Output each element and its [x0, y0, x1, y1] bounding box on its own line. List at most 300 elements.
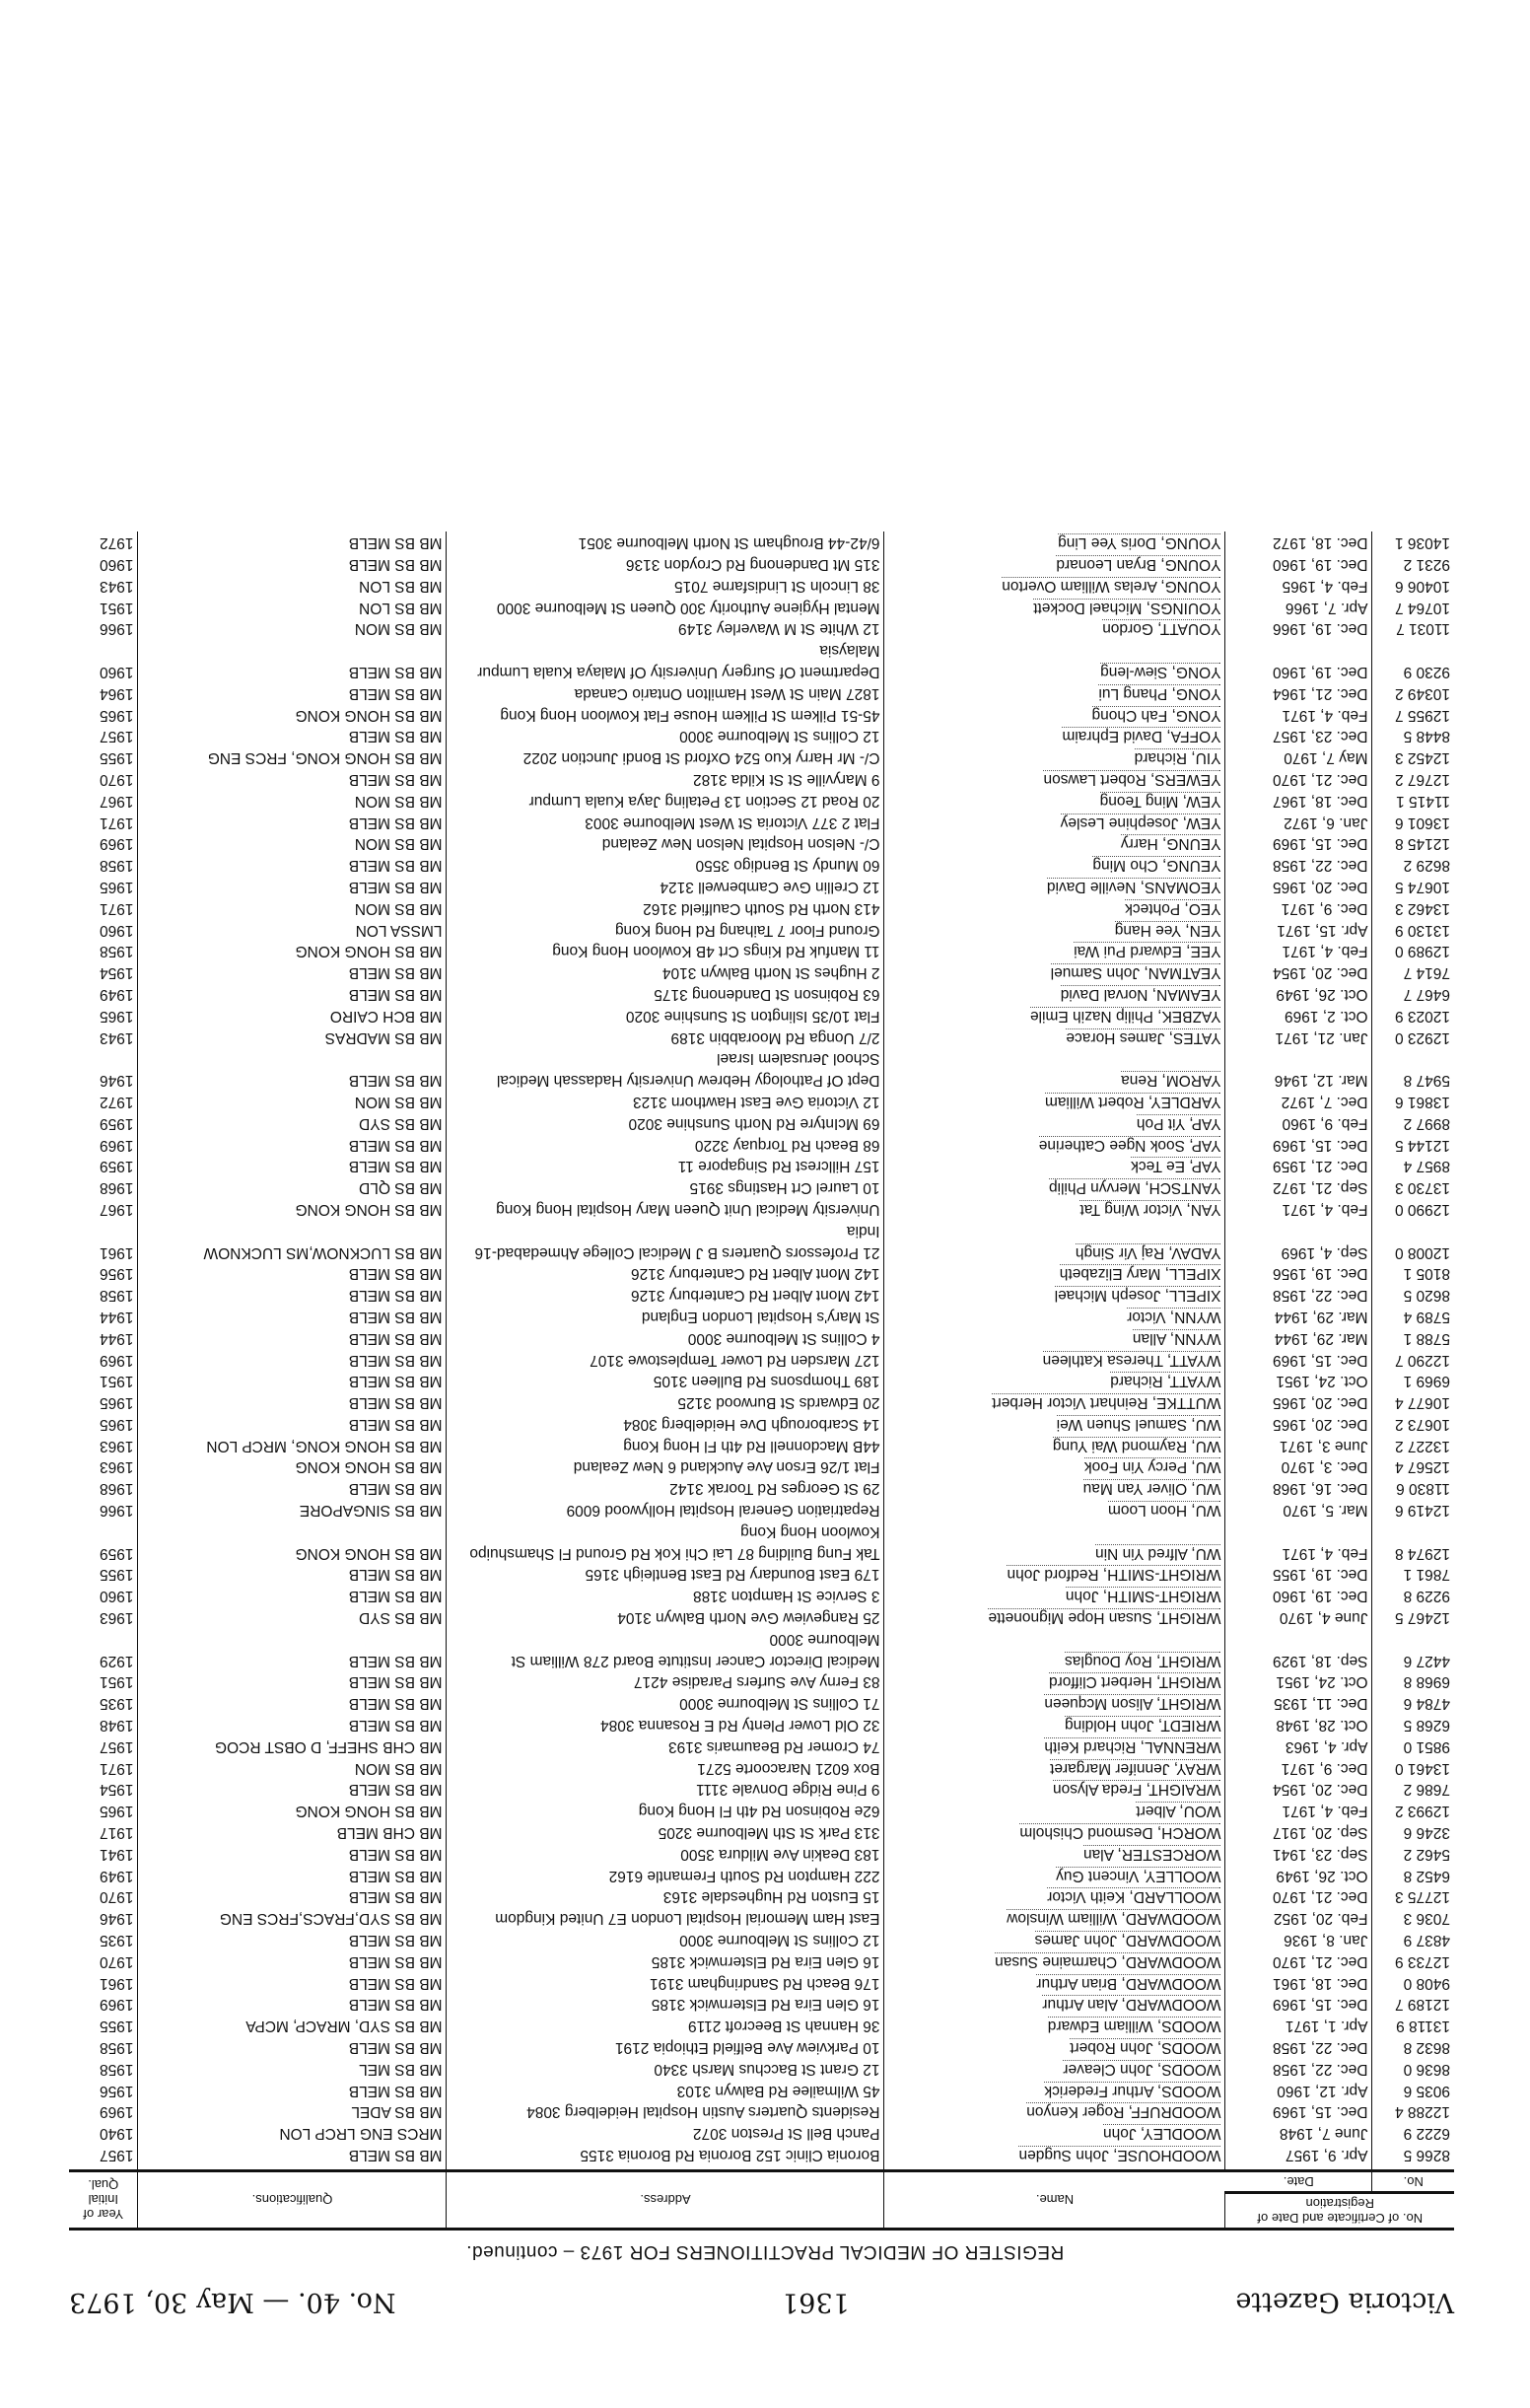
practitioner-name	[884, 1456, 1225, 1478]
address: 142 Mont Albert Rd Canterbury 3126	[447, 1263, 884, 1285]
practitioner-name	[884, 1391, 1225, 1413]
table-row	[69, 1735, 1454, 1757]
qualifications: MB BS MELB	[138, 1327, 447, 1349]
registration-date: Dec. 20, 1965	[1225, 1391, 1372, 1413]
qualifications: MB BS HONG KONG	[138, 1456, 447, 1478]
address: Ground Floor 7 Taihang Rd Hong Kong	[447, 919, 884, 941]
practitioner-name	[884, 1284, 1225, 1306]
registration-date: Dec. 7, 1972	[1225, 1091, 1372, 1112]
qualifications: MB BS MELB	[138, 1886, 447, 1908]
cert-number: 7861 1	[1372, 1564, 1454, 1586]
year-initial-qual: 1971	[100, 814, 134, 831]
registration-date: Dec. 20, 1954	[1225, 961, 1372, 983]
address: 9 Pine Ridge Donvale 3111	[447, 1779, 884, 1801]
cert-number: 7686 2	[1372, 1779, 1454, 1801]
practitioner-name	[884, 1800, 1225, 1821]
name-text: WRAY, Jennifer Margaret	[1050, 1759, 1221, 1777]
practitioner-name	[884, 1176, 1225, 1198]
cert-number: 12993 2	[1372, 1800, 1454, 1821]
year-initial-qual: 1969	[100, 835, 134, 853]
practitioner-name	[884, 1371, 1225, 1392]
registration-date: Feb. 9, 1960	[1225, 1112, 1372, 1134]
qualifications: MB BS ADEL	[138, 2101, 447, 2123]
table-row	[69, 1176, 1454, 1198]
register-rows	[69, 531, 1454, 2170]
cert-number: 7614 7	[1372, 961, 1454, 983]
cert-number: 9851 0	[1372, 1735, 1454, 1757]
name-text: WOODS, William Edward	[1047, 2018, 1221, 2035]
address: Dept Of Pathology Hebrew University Hadassah Medical School Jerusalem Israel	[447, 1048, 884, 1092]
table-row	[69, 2015, 1454, 2036]
table-row	[69, 768, 1454, 790]
table-row	[69, 1671, 1454, 1693]
address: 4 Collins St Melbourne 3000	[447, 1327, 884, 1349]
cert-number: 12733 9	[1372, 1950, 1454, 1972]
practitioner-name	[884, 2144, 1225, 2170]
year-initial-qual: 1956	[100, 1265, 134, 1283]
cert-number: 10349 2	[1372, 682, 1454, 704]
registration-date: Feb. 4, 1965	[1225, 575, 1372, 597]
page-number: 1361	[782, 2287, 850, 2317]
year-initial-qual: 1954	[100, 964, 134, 982]
cert-number: 12955 7	[1372, 704, 1454, 726]
cert-number: 6452 8	[1372, 1865, 1454, 1886]
year-initial-qual: 1951	[100, 1673, 134, 1691]
qualifications: MB BS QLD	[138, 1176, 447, 1198]
qualifications: MB BS MELB	[138, 854, 447, 876]
address: 69 McIntyre Rd North Sunshine 3020	[447, 1112, 884, 1134]
cert-number: 7036 3	[1372, 1907, 1454, 1929]
year-initial-qual: 1946	[100, 1910, 134, 1928]
registration-date: Oct. 26, 1949	[1225, 1865, 1372, 1886]
cert-number: 12419 6	[1372, 1499, 1454, 1521]
registration-date: Feb. 4, 1971	[1225, 704, 1372, 726]
table-row	[69, 1564, 1454, 1586]
registration-date: Dec. 9, 1971	[1225, 897, 1372, 919]
cert-number: 5462 2	[1372, 1843, 1454, 1865]
qualifications: MB BS SINGAPORE	[138, 1499, 447, 1521]
table-row	[69, 833, 1454, 855]
address: 142 Mont Albert Rd Canterbury 3126	[447, 1284, 884, 1306]
name-text: WYATT, Richard	[1110, 1373, 1221, 1390]
registration-date: Apr. 4, 1963	[1225, 1735, 1372, 1757]
name-text: WRIGHT, Roy Douglas	[1065, 1652, 1221, 1669]
year-initial-qual: 1957	[100, 2147, 134, 2163]
cert-number: 9230 9	[1372, 639, 1454, 682]
table-row	[69, 746, 1454, 768]
cert-number: 9408 0	[1372, 1972, 1454, 1994]
qualifications: MB BS LON	[138, 597, 447, 618]
table-row	[69, 597, 1454, 618]
registration-date: Sep. 20, 1917	[1225, 1821, 1372, 1843]
table-row	[69, 1779, 1454, 1801]
cert-number: 13130 9	[1372, 919, 1454, 941]
qualifications: MB BS MELB	[138, 983, 447, 1005]
address: 44B Macdonnell Rd 4th Fl Hong Kong	[447, 1435, 884, 1456]
practitioner-name	[884, 1198, 1225, 1220]
name-text: YOUATT, Gordon	[1102, 620, 1221, 638]
cert-number: 13601 6	[1372, 812, 1454, 833]
year-initial-qual: 1955	[100, 2018, 134, 2035]
address: 183 Deakin Ave Mildura 3500	[447, 1843, 884, 1865]
qualifications: MB BS MON	[138, 1091, 447, 1112]
address: 189 Thompsons Rd Bulleen 3105	[447, 1371, 884, 1392]
registration-date: Dec. 21, 1959	[1225, 1156, 1372, 1177]
header-cert-group: No. of Certificate and Date of Registration	[1225, 2193, 1454, 2230]
table-row	[69, 1929, 1454, 1950]
name-text: WOODRUFF, Roger Kenyon	[1026, 2103, 1221, 2121]
registration-date: Sep. 21, 1972	[1225, 1176, 1372, 1198]
address: 413 North Rd South Caulfield 3162	[447, 897, 884, 919]
year-initial-qual: 1959	[100, 1158, 134, 1175]
address: Boronia Clinic 152 Boronia Rd Boronia 3155	[447, 2144, 884, 2170]
cert-number: 12144 5	[1372, 1134, 1454, 1156]
year-initial-qual: 1935	[100, 1932, 134, 1949]
name-text: XIPELL, Joseph Michael	[1054, 1287, 1221, 1305]
address: 38 Lincoln St Lindisfarne 7015	[447, 575, 884, 597]
practitioner-name	[884, 854, 1225, 876]
year-initial-qual: 1949	[100, 1867, 134, 1884]
practitioner-name	[884, 1994, 1225, 2016]
practitioner-name	[884, 1306, 1225, 1327]
name-text: YAROM, Rena	[1121, 1072, 1221, 1090]
name-text: YEWERS, Robert Lawson	[1043, 771, 1221, 788]
table-row	[69, 2058, 1454, 2080]
year-initial-qual: 1917	[100, 1824, 134, 1842]
registration-date: Apr. 1, 1971	[1225, 2015, 1372, 2036]
cert-number: 4837 9	[1372, 1929, 1454, 1950]
address: 60 Mundy St Bendigo 3550	[447, 854, 884, 876]
qualifications: MB BS MELB	[138, 531, 447, 553]
qualifications: MB BS MELB	[138, 1156, 447, 1177]
registration-date: Apr. 7, 1966	[1225, 597, 1372, 618]
register-title: REGISTER OF MEDICAL PRACTITIONERS FOR 1973 – continued.	[465, 2241, 1065, 2262]
year-initial-qual: 1970	[100, 771, 134, 788]
year-initial-qual: 1965	[100, 1394, 134, 1412]
year-initial-qual: 1965	[100, 878, 134, 895]
practitioner-name	[884, 575, 1225, 597]
practitioner-name	[884, 833, 1225, 855]
registration-date: Apr. 15, 1971	[1225, 919, 1372, 941]
year-initial-qual: 1969	[100, 1996, 134, 2014]
address: 45 Wilmailee Rd Balwyn 3103	[447, 2080, 884, 2101]
qualifications: MB BS MELB	[138, 1564, 447, 1586]
registration-date: Dec. 18, 1967	[1225, 790, 1372, 812]
table-row	[69, 919, 1454, 941]
name-text: WOODWARD, William Winslow	[1007, 1910, 1221, 1928]
registration-date: Dec. 21, 1970	[1225, 768, 1372, 790]
address: 12 Collins St Melbourne 3000	[447, 726, 884, 747]
address: 313 Park St Sth Melbourne 3205	[447, 1821, 884, 1843]
table-row	[69, 531, 1454, 553]
qualifications: MRCS ENG LRCP LON	[138, 2122, 447, 2144]
table-row	[69, 1027, 1454, 1048]
table-row	[69, 1886, 1454, 1908]
register-table	[69, 531, 1454, 2231]
registration-date: Oct. 26, 1949	[1225, 983, 1372, 1005]
qualifications: MB BS HONG KONG	[138, 1800, 447, 1821]
year-initial-qual: 1954	[100, 1781, 134, 1799]
name-text: YAP, Yit Poh	[1136, 1114, 1221, 1132]
table-row	[69, 726, 1454, 747]
address: 14 Scarborough Dve Heidelberg 3084	[447, 1413, 884, 1435]
qualifications: MB BS MELB	[138, 1714, 447, 1735]
cert-number: 12189 7	[1372, 1994, 1454, 2016]
name-text: YEATMAN, John Samuel	[1050, 964, 1221, 982]
practitioner-name	[884, 1499, 1225, 1521]
year-initial-qual: 1958	[100, 943, 134, 960]
practitioner-name	[884, 2036, 1225, 2058]
qualifications: MB BS HONG KONG	[138, 704, 447, 726]
qualifications: MB BS MELB	[138, 553, 447, 575]
address: C/- Mr Harry Kuo 524 Oxford St Bondi Junction 2022	[447, 746, 884, 768]
name-text: WOODWARD, John James	[1034, 1932, 1221, 1949]
table-row	[69, 553, 1454, 575]
year-initial-qual: 1968	[100, 1179, 134, 1197]
name-text: WYNN, Allan	[1132, 1329, 1221, 1347]
qualifications: MB BS MELB	[138, 2036, 447, 2058]
name-text: YEE, Edward Pui Wai	[1074, 943, 1221, 960]
table-row	[69, 1628, 1454, 1671]
cert-number: 6969 1	[1372, 1371, 1454, 1392]
qualifications: MB BS HONG KONG	[138, 1198, 447, 1220]
registration-date: Feb. 20, 1952	[1225, 1907, 1372, 1929]
table-row	[69, 1843, 1454, 1865]
practitioner-name	[884, 876, 1225, 897]
qualifications: MB BS MELB	[138, 682, 447, 704]
qualifications: MB BS MELB	[138, 1284, 447, 1306]
registration-date: Oct. 24, 1951	[1225, 1371, 1372, 1392]
cert-number: 8957 4	[1372, 1156, 1454, 1177]
table-row	[69, 1692, 1454, 1714]
cert-number: 13461 0	[1372, 1757, 1454, 1779]
practitioner-name	[884, 682, 1225, 704]
registration-date: Dec. 21, 1964	[1225, 682, 1372, 704]
name-text: WU, Oliver Yan Mau	[1082, 1480, 1221, 1498]
name-text: WRIGHT, Susan Hope Mignonette	[988, 1609, 1221, 1627]
practitioner-name	[884, 1413, 1225, 1435]
year-initial-qual: 1971	[100, 1759, 134, 1777]
practitioner-name	[884, 597, 1225, 618]
qualifications: MB BS MELB	[138, 1306, 447, 1327]
header-qualifications: Qualifications.	[138, 2171, 447, 2230]
table-row	[69, 704, 1454, 726]
name-text: YOFFA, David Ephraim	[1062, 728, 1221, 745]
year-initial-qual: 1961	[100, 1974, 134, 1992]
table-row	[69, 1048, 1454, 1092]
registration-date: June 4, 1970	[1225, 1606, 1372, 1628]
qualifications: MB BS MELB	[138, 1865, 447, 1886]
year-initial-qual: 1959	[100, 1114, 134, 1132]
practitioner-name	[884, 746, 1225, 768]
name-text: WRAIGHT, Freda Alyson	[1052, 1781, 1221, 1799]
year-initial-qual: 1948	[100, 1717, 134, 1735]
registration-date: Mar. 29, 1944	[1225, 1306, 1372, 1327]
address: University Medical Unit Queen Mary Hospital Hong Kong	[447, 1198, 884, 1220]
address: 179 East Boundary Rd East Bentleigh 3165	[447, 1564, 884, 1586]
table-row	[69, 1585, 1454, 1606]
name-text: YOUNG, Arelas William Overton	[1002, 577, 1221, 595]
practitioner-name	[884, 1263, 1225, 1285]
year-initial-qual: 1969	[100, 2103, 134, 2121]
name-text: WYATT, Theresa Kathleen	[1042, 1351, 1221, 1369]
table-row	[69, 1413, 1454, 1435]
cert-number: 12974 8	[1372, 1521, 1454, 1564]
year-initial-qual: 1965	[100, 1415, 134, 1433]
table-row	[69, 2122, 1454, 2144]
table-row	[69, 1349, 1454, 1371]
year-initial-qual: 1966	[100, 620, 134, 638]
table-row	[69, 876, 1454, 897]
name-text: YADAV, Raj Vir Singh	[1075, 1243, 1221, 1261]
year-initial-qual: 1955	[100, 1566, 134, 1584]
qualifications: MB BS SYD	[138, 1112, 447, 1134]
registration-date: Jan. 6, 1972	[1225, 812, 1372, 833]
year-initial-qual: 1943	[100, 1028, 134, 1046]
cert-number: 12775 3	[1372, 1886, 1454, 1908]
table-row	[69, 1907, 1454, 1929]
name-text: WRIGHT, Herbert Clifford	[1048, 1673, 1221, 1691]
name-text: WOODWARD, Alan Arthur	[1042, 1996, 1221, 2014]
year-initial-qual: 1935	[100, 1695, 134, 1713]
name-text: WOODWARD, Brian Arthur	[1036, 1974, 1221, 1992]
cert-number: 4784 6	[1372, 1692, 1454, 1714]
registration-date: Dec. 20, 1954	[1225, 1779, 1372, 1801]
qualifications: MB BS MELB	[138, 1692, 447, 1714]
name-text: YEW, Josephine Lesley	[1060, 814, 1221, 831]
cert-number: 8448 5	[1372, 726, 1454, 747]
cert-number: 8620 5	[1372, 1284, 1454, 1306]
practitioner-name	[884, 1134, 1225, 1156]
table-row	[69, 1391, 1454, 1413]
qualifications: MB BS HONG KONG	[138, 1521, 447, 1564]
name-text: YONG, Siew-leng	[1100, 664, 1221, 681]
practitioner-name	[884, 1585, 1225, 1606]
table-row	[69, 1263, 1454, 1285]
cert-number: 5947 8	[1372, 1048, 1454, 1092]
table-row	[69, 618, 1454, 640]
table-row	[69, 2144, 1454, 2170]
qualifications: MB BS MELB	[138, 1413, 447, 1435]
address: Box 6021 Naracoorte 5271	[447, 1757, 884, 1779]
name-text: YEAMAN, Norval David	[1060, 985, 1221, 1003]
practitioner-name	[884, 2122, 1225, 2144]
address: 16 Glen Eira Rd Elsternwick 3185	[447, 1950, 884, 1972]
practitioner-name	[884, 1865, 1225, 1886]
registration-date: June 7, 1948	[1225, 2122, 1372, 2144]
practitioner-name	[884, 1521, 1225, 1564]
table-row	[69, 1156, 1454, 1177]
address: 36 Hannah St Beecroft 2119	[447, 2015, 884, 2036]
year-initial-qual: 1957	[100, 1737, 134, 1755]
name-text: WOODS, John Cleaver	[1063, 2060, 1221, 2078]
cert-number: 6467 7	[1372, 983, 1454, 1005]
year-initial-qual: 1965	[100, 1803, 134, 1820]
name-text: YARDLEY, Robert William	[1044, 1093, 1221, 1110]
year-initial-qual: 1970	[100, 1952, 134, 1970]
registration-date: Dec. 19, 1960	[1225, 553, 1372, 575]
year-initial-qual: 1941	[100, 1845, 134, 1863]
practitioner-name	[884, 1843, 1225, 1865]
registration-date: Dec. 22, 1958	[1225, 2036, 1372, 2058]
year-initial-qual: 1966	[100, 1502, 134, 1520]
cert-number: 11415 1	[1372, 790, 1454, 812]
cert-number: 12990 0	[1372, 1198, 1454, 1220]
running-head	[69, 2287, 1454, 2317]
cert-number: 11830 6	[1372, 1478, 1454, 1500]
address: 127 Marsden Rd Lower Templestowe 3107	[447, 1349, 884, 1371]
registration-date: Dec. 18, 1961	[1225, 1972, 1372, 1994]
practitioner-name	[884, 790, 1225, 812]
qualifications: MB BS MELB	[138, 726, 447, 747]
name-text: XIPELL, Mary Elizabeth	[1059, 1265, 1221, 1283]
table-row	[69, 1606, 1454, 1628]
cert-number: 9035 6	[1372, 2080, 1454, 2101]
name-text: WOODS, Arthur Frederick	[1044, 2082, 1221, 2099]
practitioner-name	[884, 1435, 1225, 1456]
year-initial-qual: 1972	[100, 1093, 134, 1110]
practitioner-name	[884, 1091, 1225, 1112]
qualifications: MB BS SYD	[138, 1606, 447, 1628]
practitioner-name	[884, 531, 1225, 553]
table-row	[69, 2036, 1454, 2058]
cert-number: 8629 2	[1372, 854, 1454, 876]
qualifications: MB BCH CAIRO	[138, 1005, 447, 1027]
address: Flat 2 377 Victoria St West Melbourne 3003	[447, 812, 884, 833]
year-initial-qual: 1965	[100, 1007, 134, 1025]
practitioner-name	[884, 1156, 1225, 1177]
table-row	[69, 1220, 1454, 1263]
qualifications: MB BS MELB	[138, 1628, 447, 1671]
issue-date: No. 40. — May 30, 1973	[69, 2287, 396, 2317]
practitioner-name	[884, 1972, 1225, 1994]
table-row	[69, 1284, 1454, 1306]
address: 62e Robinson Rd 4th Fl Hong Kong	[447, 1800, 884, 1821]
practitioner-name	[884, 1929, 1225, 1950]
year-initial-qual: 1949	[100, 985, 134, 1003]
practitioner-name	[884, 1027, 1225, 1048]
registration-date: Feb. 4, 1971	[1225, 1800, 1372, 1821]
registration-date: Mar. 29, 1944	[1225, 1327, 1372, 1349]
registration-date: Dec. 21, 1970	[1225, 1950, 1372, 1972]
address: 12 Grant St Bacchus Marsh 3340	[447, 2058, 884, 2080]
registration-date: Oct. 24, 1951	[1225, 1671, 1372, 1693]
practitioner-name	[884, 704, 1225, 726]
address: Repatriation General Hospital Hollywood 6009	[447, 1499, 884, 1521]
table-row	[69, 2080, 1454, 2101]
qualifications: MB BS MELB	[138, 1843, 447, 1865]
name-text: YAP, Sook Ngee Catherine	[1038, 1136, 1221, 1154]
address: 6/42-44 Brougham St North Melbourne 3051	[447, 531, 884, 553]
header-date: Date.	[1225, 2171, 1372, 2193]
address: 9 Maryville St St Kilda 3182	[447, 768, 884, 790]
address: 83 Ferny Ave Surfers Paradise 4217	[447, 1671, 884, 1693]
table-row	[69, 1994, 1454, 2016]
name-text: WOODWARD, Charmaine Susan	[995, 1952, 1221, 1970]
practitioner-name	[884, 726, 1225, 747]
header-name: Name.	[884, 2171, 1225, 2230]
qualifications: MB BS MADRAS	[138, 1027, 447, 1048]
table-row	[69, 639, 1454, 682]
registration-date: Oct. 28, 1948	[1225, 1714, 1372, 1735]
qualifications: MB BS MELB	[138, 1478, 447, 1500]
registration-date: Sep. 4, 1969	[1225, 1220, 1372, 1263]
qualifications: MB BS MON	[138, 790, 447, 812]
practitioner-name	[884, 983, 1225, 1005]
name-text: WRENNAL, Richard Keith	[1044, 1737, 1221, 1755]
name-text: WOU, Albert	[1136, 1803, 1221, 1820]
cert-number: 13118 9	[1372, 2015, 1454, 2036]
